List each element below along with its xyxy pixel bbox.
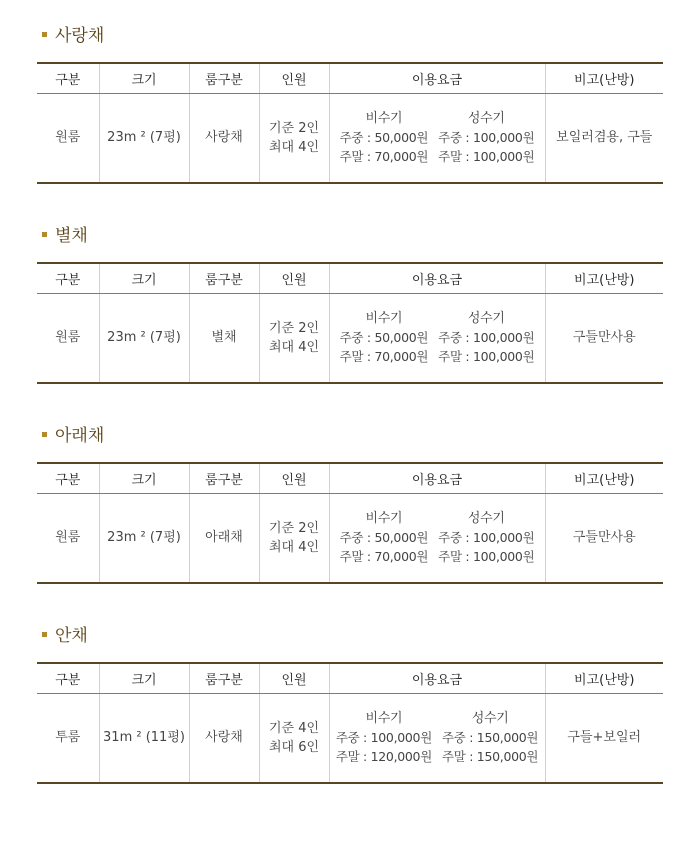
col-header-note: 비고(난방)	[545, 263, 663, 293]
peakseason-weekend-fee: 주말 : 100,000원	[438, 149, 535, 165]
col-header-note: 비고(난방)	[545, 463, 663, 493]
offseason-weekday-fee: 주중 : 50,000원	[339, 530, 429, 546]
col-header-capacity: 인원	[259, 463, 329, 493]
capacity-standard: 기준 2인	[268, 120, 320, 136]
section-title	[37, 624, 88, 648]
col-header-capacity: 인원	[259, 663, 329, 693]
col-header-capacity: 인원	[259, 63, 329, 93]
cell-fee	[329, 293, 545, 383]
offseason-label: 비수기	[365, 311, 403, 327]
table-header-row	[37, 263, 663, 293]
col-header-type: 구분	[37, 463, 99, 493]
cell-size: 23m ² (7평)	[99, 293, 189, 383]
col-header-note: 비고(난방)	[545, 63, 663, 93]
cell-fee	[329, 93, 545, 183]
cell-capacity	[259, 693, 329, 783]
rate-table	[37, 262, 663, 384]
table-row	[37, 293, 663, 383]
col-header-room: 룸구분	[189, 663, 259, 693]
section-title	[37, 224, 88, 248]
peakseason-weekend-fee: 주말 : 150,000원	[442, 749, 539, 765]
col-header-fee: 이용요금	[329, 463, 545, 493]
cell-room: 아래채	[189, 493, 259, 583]
peakseason-weekend-fee: 주말 : 100,000원	[438, 549, 535, 565]
col-header-room: 룸구분	[189, 63, 259, 93]
fee-grid	[336, 709, 538, 766]
cell-capacity	[259, 93, 329, 183]
cell-size: 23m ² (7평)	[99, 93, 189, 183]
col-header-fee: 이용요금	[329, 263, 545, 293]
peakseason-weekday-fee: 주중 : 100,000원	[438, 530, 535, 546]
col-header-room: 룸구분	[189, 263, 259, 293]
section-title-text: 별채	[55, 226, 88, 246]
table-row	[37, 493, 663, 583]
capacity-max: 최대 4인	[268, 339, 320, 355]
fee-grid	[340, 509, 535, 566]
section-title	[37, 24, 104, 48]
cell-type: 원룸	[37, 493, 99, 583]
cell-note: 구들+보일러	[545, 693, 663, 783]
offseason-weekend-fee: 주말 : 70,000원	[339, 349, 429, 365]
cell-type: 원룸	[37, 93, 99, 183]
section-title-text: 아래채	[55, 426, 105, 446]
col-header-type: 구분	[37, 63, 99, 93]
capacity-standard: 기준 2인	[268, 520, 320, 536]
section-title	[37, 424, 104, 448]
cell-room: 별채	[189, 293, 259, 383]
offseason-weekend-fee: 주말 : 70,000원	[339, 549, 429, 565]
rate-table	[37, 462, 663, 584]
rate-table	[37, 62, 663, 184]
cell-fee	[329, 493, 545, 583]
col-header-room: 룸구분	[189, 463, 259, 493]
offseason-weekend-fee: 주말 : 120,000원	[335, 749, 432, 765]
square-bullet-icon	[42, 432, 47, 437]
capacity-standard: 기준 4인	[268, 720, 320, 736]
col-header-size: 크기	[99, 663, 189, 693]
cell-note: 구들만사용	[545, 493, 663, 583]
peakseason-label: 성수기	[467, 311, 505, 327]
peakseason-weekend-fee: 주말 : 100,000원	[438, 349, 535, 365]
cell-size: 31m ² (11평)	[99, 693, 189, 783]
col-header-fee: 이용요금	[329, 63, 545, 93]
fee-grid	[340, 109, 535, 166]
col-header-note: 비고(난방)	[545, 663, 663, 693]
fee-grid	[340, 309, 535, 366]
offseason-weekday-fee: 주중 : 50,000원	[339, 130, 429, 146]
table-row	[37, 93, 663, 183]
peakseason-label: 성수기	[471, 711, 509, 727]
cell-room: 사랑채	[189, 93, 259, 183]
cell-room: 사랑채	[189, 693, 259, 783]
col-header-size: 크기	[99, 463, 189, 493]
offseason-label: 비수기	[365, 111, 403, 127]
table-header-row	[37, 63, 663, 93]
cell-note: 구들만사용	[545, 293, 663, 383]
section-title-text: 사랑채	[55, 26, 105, 46]
col-header-size: 크기	[99, 263, 189, 293]
col-header-fee: 이용요금	[329, 663, 545, 693]
peakseason-weekday-fee: 주중 : 100,000원	[438, 130, 535, 146]
cell-type: 원룸	[37, 293, 99, 383]
peakseason-weekday-fee: 주중 : 150,000원	[442, 730, 539, 746]
table-header-row	[37, 463, 663, 493]
capacity-max: 최대 4인	[268, 539, 320, 555]
col-header-type: 구분	[37, 663, 99, 693]
cell-note: 보일러겸용, 구들	[545, 93, 663, 183]
table-row	[37, 693, 663, 783]
capacity-max: 최대 4인	[268, 139, 320, 155]
peakseason-weekday-fee: 주중 : 100,000원	[438, 330, 535, 346]
peakseason-label: 성수기	[467, 511, 505, 527]
offseason-label: 비수기	[365, 511, 403, 527]
offseason-label: 비수기	[365, 711, 403, 727]
cell-capacity	[259, 493, 329, 583]
offseason-weekday-fee: 주중 : 100,000원	[335, 730, 432, 746]
offseason-weekday-fee: 주중 : 50,000원	[339, 330, 429, 346]
square-bullet-icon	[42, 632, 47, 637]
capacity-standard: 기준 2인	[268, 320, 320, 336]
cell-fee	[329, 693, 545, 783]
section-title-text: 안채	[55, 626, 88, 646]
cell-capacity	[259, 293, 329, 383]
col-header-capacity: 인원	[259, 263, 329, 293]
col-header-size: 크기	[99, 63, 189, 93]
rate-table	[37, 662, 663, 784]
capacity-max: 최대 6인	[268, 739, 320, 755]
square-bullet-icon	[42, 32, 47, 37]
square-bullet-icon	[42, 232, 47, 237]
cell-size: 23m ² (7평)	[99, 493, 189, 583]
table-header-row	[37, 663, 663, 693]
col-header-type: 구분	[37, 263, 99, 293]
offseason-weekend-fee: 주말 : 70,000원	[339, 149, 429, 165]
peakseason-label: 성수기	[467, 111, 505, 127]
cell-type: 투룸	[37, 693, 99, 783]
